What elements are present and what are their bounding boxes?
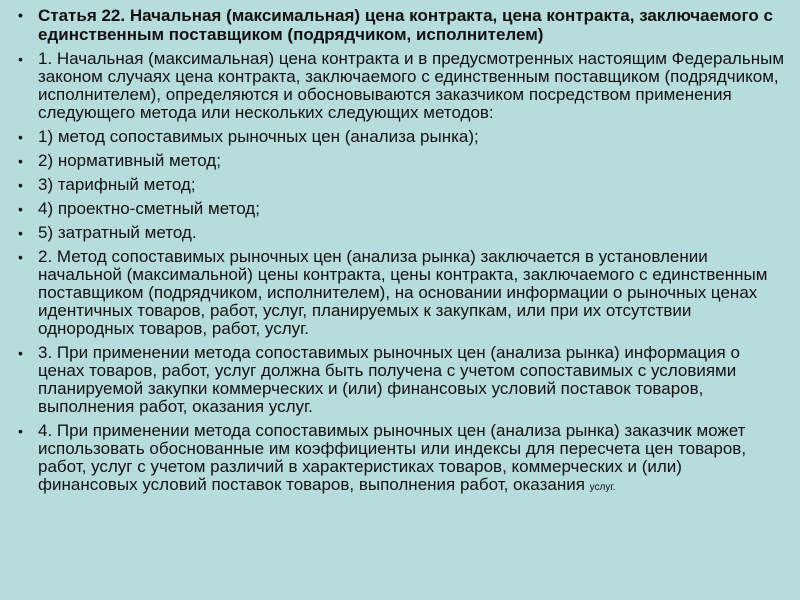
method-item-3-text: 3) тарифный метод;: [38, 175, 196, 194]
paragraph-2: [14, 248, 786, 338]
paragraph-1-text: 1. Начальная (максимальная) цена контракта и в предусмотренных настоящим Федеральным законом случаях цена контракта, заключаемого с единственным поставщиком (подрядчиком, исполнителем), определяются и обосновываются заказчиком посредством применения следующего метода или нескольких следующих методов:: [38, 49, 785, 122]
paragraph-4: [14, 422, 786, 497]
paragraph-1: [14, 50, 786, 122]
method-item-1: [14, 128, 786, 146]
article-heading: [14, 6, 786, 44]
bullet-icon: •: [18, 177, 23, 193]
paragraph-4-text: 4. При применении метода сопоставимых рыночных цен (анализа рынка) заказчик может использовать обоснованные им коэффициенты или индексы для пересчета цен товаров, работ, услуг с учетом различий в характеристиках товаров, коммерческих и (или) финансовых условий поставок товаров, выполнения работ, оказания: [38, 421, 747, 494]
paragraph-3: [14, 344, 786, 416]
method-item-1-text: 1) метод сопоставимых рыночных цен (анализа рынка);: [38, 127, 479, 146]
bullet-icon: •: [18, 423, 23, 439]
paragraph-4-tail: услуг.: [589, 482, 616, 493]
bullet-list: [14, 6, 786, 497]
paragraph-2-text: 2. Метод сопоставимых рыночных цен (анализа рынка) заключается в установлении начальной (максимальной) цены контракта, цены контракта, заключаемого с единственным поставщиком (подрядчиком, исполнителем), на основании информации о рыночных ценах идентичных товаров, работ, услуг, планируемых к закупкам, или при их отсутствии однородных товаров, работ, услуг.: [38, 247, 768, 338]
bullet-icon: •: [18, 249, 23, 265]
method-item-4: [14, 200, 786, 218]
method-item-4-text: 4) проектно-сметный метод;: [38, 199, 260, 218]
bullet-icon: •: [18, 51, 23, 67]
bullet-icon: •: [18, 225, 23, 241]
method-item-3: [14, 176, 786, 194]
method-item-5: [14, 224, 786, 242]
method-item-2: [14, 152, 786, 170]
method-item-5-text: 5) затратный метод.: [38, 223, 197, 242]
method-item-2-text: 2) нормативный метод;: [38, 151, 221, 170]
bullet-icon: •: [18, 129, 23, 145]
bullet-icon: •: [18, 201, 23, 217]
bullet-icon: •: [18, 153, 23, 169]
bullet-icon: •: [18, 7, 23, 23]
paragraph-3-text: 3. При применении метода сопоставимых рыночных цен (анализа рынка) информация о ценах товаров, работ, услуг должна быть получена с учетом сопоставимых с условиями планируемой закупки коммерческих и (или) финансовых условий поставок товаров, выполнения работ, оказания услуг.: [38, 343, 740, 416]
bullet-icon: •: [18, 345, 23, 361]
article-heading-text: Статья 22. Начальная (максимальная) цена контракта, цена контракта, заключаемого с единственным поставщиком (подрядчиком, исполнителем): [38, 6, 773, 44]
